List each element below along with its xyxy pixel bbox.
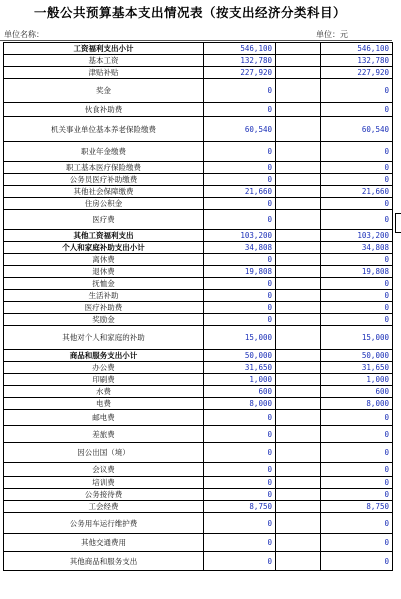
row-item-name: 因公出国（境） [4,443,204,463]
row-amount-basic: 0 [321,142,393,162]
row-item-name: 其他对个人和家庭的补助 [4,326,204,350]
row-empty-cell [276,314,321,326]
table-row [4,210,393,230]
row-amount-basic: 132,780 [321,55,393,67]
row-empty-cell [276,513,321,534]
row-amount-basic: 0 [321,254,393,266]
row-item-name: 其他社会保障缴费 [4,186,204,198]
row-amount-total: 600 [204,386,276,398]
table-row [4,67,393,79]
row-amount-total: 31,650 [204,362,276,374]
table-row [4,374,393,386]
row-amount-basic: 0 [321,410,393,426]
row-item-name: 其他工资福利支出 [4,230,204,242]
table-row [4,278,393,290]
row-amount-total: 0 [204,426,276,443]
row-item-name: 奖励金 [4,314,204,326]
row-empty-cell [276,398,321,410]
table-row [4,552,393,571]
row-amount-total: 21,660 [204,186,276,198]
row-amount-total: 0 [204,314,276,326]
row-item-name: 职工基本医疗保险缴费 [4,162,204,174]
row-amount-basic: 19,808 [321,266,393,278]
table-row [4,242,393,254]
row-amount-basic: 0 [321,534,393,552]
page-title: 一般公共预算基本支出情况表（按支出经济分类科目） [33,5,346,20]
row-amount-basic: 8,750 [321,501,393,513]
row-amount-total: 8,000 [204,398,276,410]
row-amount-basic: 0 [321,103,393,117]
unit-name-label: 单位名称： [4,30,44,39]
row-item-name: 印刷费 [4,374,204,386]
row-amount-basic: 0 [321,513,393,534]
row-item-name: 住房公积金 [4,198,204,210]
row-amount-basic: 0 [321,290,393,302]
row-amount-basic: 0 [321,463,393,477]
row-empty-cell [276,501,321,513]
row-empty-cell [276,290,321,302]
row-amount-total: 0 [204,174,276,186]
row-item-name: 其他交通费用 [4,534,204,552]
row-amount-total: 0 [204,290,276,302]
table-row [4,174,393,186]
row-item-name: 奖金 [4,79,204,103]
row-item-name: 伙食补助费 [4,103,204,117]
row-amount-basic: 0 [321,426,393,443]
row-amount-total: 0 [204,302,276,314]
row-item-name: 基本工资 [4,55,204,67]
row-item-name: 生活补助 [4,290,204,302]
row-empty-cell [276,242,321,254]
row-empty-cell [276,410,321,426]
row-amount-basic: 60,540 [321,117,393,142]
row-amount-total: 8,750 [204,501,276,513]
table-row [4,103,393,117]
row-amount-total: 103,200 [204,230,276,242]
row-amount-total: 0 [204,463,276,477]
row-amount-total: 0 [204,534,276,552]
row-amount-total: 0 [204,198,276,210]
row-empty-cell [276,326,321,350]
row-item-name: 医疗费 [4,210,204,230]
row-item-name: 离休费 [4,254,204,266]
table-row [4,314,393,326]
row-amount-total: 0 [204,142,276,162]
row-amount-total: 19,808 [204,266,276,278]
row-empty-cell [276,162,321,174]
table-row [4,513,393,534]
expenditure-table [3,42,393,571]
row-item-name: 商品和服务支出小计 [4,350,204,362]
row-amount-total: 0 [204,443,276,463]
row-empty-cell [276,477,321,489]
row-amount-total: 546,100 [204,43,276,55]
row-empty-cell [276,552,321,571]
table-row [4,266,393,278]
row-empty-cell [276,254,321,266]
row-empty-cell [276,67,321,79]
row-amount-basic: 21,660 [321,186,393,198]
table-row [4,410,393,426]
row-empty-cell [276,426,321,443]
table-row [4,142,393,162]
table-row [4,489,393,501]
table-row [4,501,393,513]
row-amount-basic: 31,650 [321,362,393,374]
table-row [4,117,393,142]
row-item-name: 公务员医疗补助缴费 [4,174,204,186]
table-row [4,350,393,362]
row-empty-cell [276,43,321,55]
row-empty-cell [276,210,321,230]
table-row [4,79,393,103]
row-item-name: 职业年金缴费 [4,142,204,162]
table-row [4,290,393,302]
row-amount-basic: 0 [321,278,393,290]
table-row [4,186,393,198]
table-row [4,426,393,443]
row-amount-total: 0 [204,489,276,501]
row-empty-cell [276,142,321,162]
row-amount-basic: 0 [321,489,393,501]
row-amount-basic: 0 [321,198,393,210]
table-row [4,443,393,463]
row-empty-cell [276,534,321,552]
row-amount-basic: 50,000 [321,350,393,362]
table-row [4,477,393,489]
row-amount-total: 0 [204,278,276,290]
row-item-name: 医疗补助费 [4,302,204,314]
table-row [4,534,393,552]
row-empty-cell [276,186,321,198]
row-amount-basic: 0 [321,174,393,186]
row-item-name: 培训费 [4,477,204,489]
row-amount-basic: 227,920 [321,67,393,79]
row-item-name: 邮电费 [4,410,204,426]
row-empty-cell [276,302,321,314]
row-amount-total: 0 [204,552,276,571]
row-amount-total: 0 [204,79,276,103]
row-amount-basic: 15,000 [321,326,393,350]
row-item-name: 水费 [4,386,204,398]
row-item-name: 工会经费 [4,501,204,513]
row-empty-cell [276,55,321,67]
row-amount-basic: 0 [321,210,393,230]
table-row [4,326,393,350]
table-row [4,386,393,398]
row-empty-cell [276,103,321,117]
row-empty-cell [276,266,321,278]
row-amount-basic: 0 [321,314,393,326]
side-bracket-mark [395,213,401,233]
row-amount-basic: 34,808 [321,242,393,254]
row-empty-cell [276,386,321,398]
row-item-name: 会议费 [4,463,204,477]
row-amount-total: 0 [204,162,276,174]
row-item-name: 抚恤金 [4,278,204,290]
table-row [4,302,393,314]
row-amount-basic: 0 [321,302,393,314]
row-amount-basic: 0 [321,477,393,489]
row-empty-cell [276,362,321,374]
row-item-name: 差旅费 [4,426,204,443]
row-amount-basic: 0 [321,79,393,103]
row-item-name: 工资福利支出小计 [4,43,204,55]
row-empty-cell [276,443,321,463]
row-amount-basic: 0 [321,443,393,463]
row-amount-total: 0 [204,477,276,489]
row-empty-cell [276,278,321,290]
row-item-name: 办公费 [4,362,204,374]
row-empty-cell [276,117,321,142]
row-item-name: 津贴补贴 [4,67,204,79]
currency-unit-label: 单位：元 [316,30,348,39]
row-empty-cell [276,79,321,103]
row-amount-total: 0 [204,410,276,426]
row-amount-basic: 103,200 [321,230,393,242]
table-row [4,398,393,410]
table-row [4,254,393,266]
row-amount-total: 0 [204,103,276,117]
row-item-name: 公务用车运行维护费 [4,513,204,534]
row-amount-total: 0 [204,210,276,230]
row-amount-basic: 8,000 [321,398,393,410]
row-empty-cell [276,350,321,362]
row-empty-cell [276,463,321,477]
row-amount-basic: 0 [321,552,393,571]
header-divider [0,40,392,41]
row-item-name: 电费 [4,398,204,410]
row-item-name: 退休费 [4,266,204,278]
row-amount-basic: 0 [321,162,393,174]
row-amount-total: 132,780 [204,55,276,67]
row-amount-basic: 600 [321,386,393,398]
row-amount-total: 15,000 [204,326,276,350]
row-empty-cell [276,374,321,386]
row-amount-total: 227,920 [204,67,276,79]
row-item-name: 个人和家庭补助支出小计 [4,242,204,254]
row-item-name: 公务接待费 [4,489,204,501]
table-row [4,162,393,174]
table-row [4,463,393,477]
row-amount-total: 0 [204,254,276,266]
row-amount-basic: 1,000 [321,374,393,386]
table-row [4,43,393,55]
row-empty-cell [276,174,321,186]
row-item-name: 机关事业单位基本养老保险缴费 [4,117,204,142]
row-item-name: 其他商品和服务支出 [4,552,204,571]
table-row [4,198,393,210]
row-amount-total: 60,540 [204,117,276,142]
row-amount-total: 0 [204,513,276,534]
row-amount-total: 50,000 [204,350,276,362]
table-row [4,230,393,242]
row-empty-cell [276,198,321,210]
row-amount-total: 1,000 [204,374,276,386]
table-row [4,55,393,67]
row-empty-cell [276,489,321,501]
table-row [4,362,393,374]
row-empty-cell [276,230,321,242]
row-amount-total: 34,808 [204,242,276,254]
row-amount-basic: 546,100 [321,43,393,55]
